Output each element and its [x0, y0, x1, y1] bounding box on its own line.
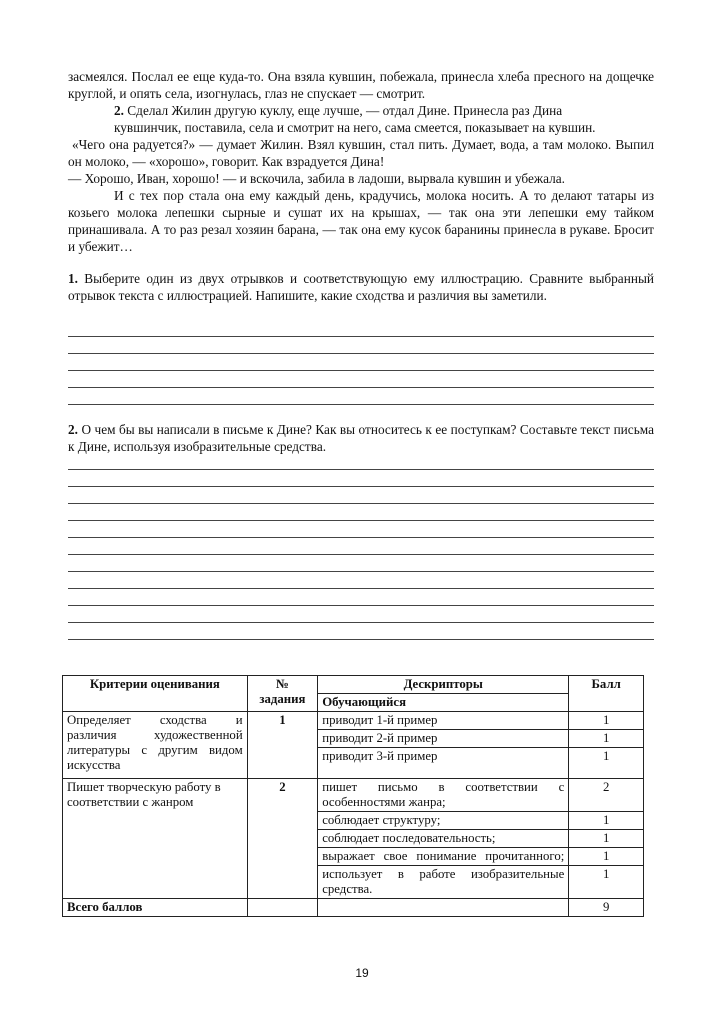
- criterion-cell: Пишет творческую работу в соответствии с жанром: [63, 779, 248, 899]
- score-cell: 1: [569, 712, 644, 730]
- criterion-cell: Определяет сходства и различия художественной литературы с другим видом искусства: [63, 712, 248, 779]
- total-score: 9: [569, 899, 644, 917]
- score-cell: 1: [569, 830, 644, 848]
- answer-line[interactable]: [68, 486, 654, 487]
- table-total-row: [63, 899, 644, 917]
- descriptor-cell: соблюдает структуру;: [318, 812, 569, 830]
- table-header-row: [63, 676, 644, 694]
- descriptor-cell: приводит 2-й пример: [318, 730, 569, 748]
- descriptor-cell: соблюдает последовательность;: [318, 830, 569, 848]
- score-cell: 1: [569, 848, 644, 866]
- paragraph-2: 2. Сделал Жилин другую куклу, еще лучше, — отдал Дине. Принесла раз Дина: [114, 103, 563, 118]
- excerpt-number: 2.: [114, 103, 124, 118]
- descriptor-cell: приводит 1-й пример: [318, 712, 569, 730]
- header-descriptors: Дескрипторы: [318, 676, 569, 694]
- task-2: [68, 421, 654, 455]
- paragraph-5: И с тех пор стала она ему каждый день, крадучись, молока носить. А то делают татары из козьего молока лепешки сырные и сушат их на крышах, — так она эти лепешки ему тайком принашивала. А то раз резал хозяин барана, — так она ему кусок баранины принесла в рукаве. Бросит и убежит…: [68, 188, 654, 254]
- score-cell: 1: [569, 866, 644, 899]
- empty-cell: [247, 899, 318, 917]
- descriptor-cell: использует в работе изобразительные средства.: [318, 866, 569, 899]
- answer-line[interactable]: [68, 622, 654, 623]
- page-number: 19: [355, 966, 369, 980]
- task-1: [68, 270, 654, 304]
- answer-line[interactable]: [68, 336, 654, 337]
- descriptor-cell: приводит 3-й пример: [318, 748, 569, 779]
- paragraph-2-continued: кувшинчик, поставила, села и смотрит на него, сама смеется, показывает на кувшин.: [114, 120, 596, 135]
- table-row: [63, 712, 644, 730]
- score-cell: 1: [569, 730, 644, 748]
- descriptor-cell: пишет письмо в соответствии с особенностями жанра;: [318, 779, 569, 812]
- answer-line[interactable]: [68, 537, 654, 538]
- header-task-number: № задания: [247, 676, 318, 712]
- answer-line[interactable]: [68, 588, 654, 589]
- table-row: [63, 779, 644, 812]
- score-cell: 1: [569, 748, 644, 779]
- header-score: Балл: [569, 676, 644, 712]
- answer-line[interactable]: [68, 503, 654, 504]
- score-cell: 1: [569, 812, 644, 830]
- task-2-text: 2. О чем бы вы написали в письме к Дине? Как вы относитесь к ее поступкам? Составьте текст письма к Дине, используя изобразительные средства.: [68, 422, 654, 454]
- empty-cell: [318, 899, 569, 917]
- task-1-text: 1. Выберите один из двух отрывков и соответствующую ему иллюстрацию. Сравните выбранный отрывок текста с иллюстрацией. Напишите, какие сходства и различия вы заметили.: [68, 271, 654, 303]
- paragraph-1: засмеялся. Послал ее еще куда-то. Она взяла кувшин, побежала, принесла хлеба пресного на дощечке круглой, и опять села, изогнулась, глаз не спускает — смотрит.: [68, 69, 654, 101]
- answer-line[interactable]: [68, 639, 654, 640]
- answer-line[interactable]: [68, 605, 654, 606]
- header-learner: Обучающийся: [318, 694, 569, 712]
- task-number-cell: 1: [247, 712, 318, 779]
- answer-line[interactable]: [68, 554, 654, 555]
- answer-line[interactable]: [68, 370, 654, 371]
- descriptor-cell: выражает свое понимание прочитанного;: [318, 848, 569, 866]
- paragraph-4: — Хорошо, Иван, хорошо! — и вскочила, забила в ладоши, вырвала кувшин и убежала.: [68, 171, 565, 186]
- answer-line[interactable]: [68, 469, 654, 470]
- paragraph-3: «Чего она радуется?» — думает Жилин. Взял кувшин, стал пить. Думает, вода, а там молоко. Выпил он молоко, — «хорошо», говорит. Как взрадуется Дина!: [68, 137, 654, 169]
- answer-line[interactable]: [68, 520, 654, 521]
- answer-line[interactable]: [68, 571, 654, 572]
- total-label: Всего баллов: [63, 899, 248, 917]
- header-criteria: Критерии оценивания: [63, 676, 248, 712]
- score-cell: 2: [569, 779, 644, 812]
- answer-line[interactable]: [68, 387, 654, 388]
- story-excerpt: [68, 68, 654, 255]
- answer-line[interactable]: [68, 353, 654, 354]
- task-number-cell: 2: [247, 779, 318, 899]
- answer-line[interactable]: [68, 404, 654, 405]
- assessment-criteria-table: [62, 675, 644, 917]
